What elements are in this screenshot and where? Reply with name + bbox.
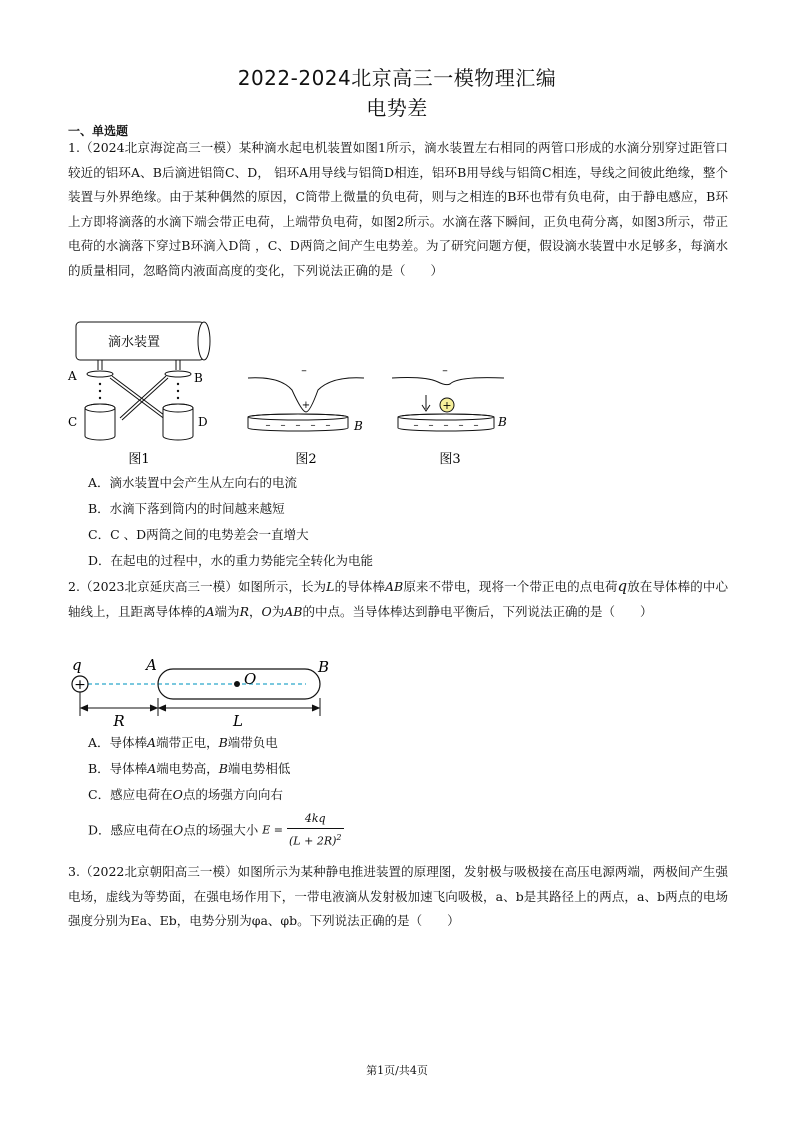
q1-option-d[interactable]: D．在起电的过程中，水的重力势能完全转化为电能 bbox=[88, 553, 374, 568]
page-footer: 第1页/共4页 bbox=[366, 1064, 428, 1077]
section-heading: 一、单选题 bbox=[68, 124, 129, 138]
figure-2-caption: 图2 bbox=[295, 452, 317, 467]
midpoint-label: O bbox=[244, 670, 257, 688]
ring-a bbox=[87, 371, 113, 377]
figure-2-ring-label: B bbox=[354, 419, 363, 433]
distance-r-label: R bbox=[113, 712, 125, 730]
figure-3-caption: 图3 bbox=[439, 452, 461, 467]
q1-option-a[interactable]: A．滴水装置中会产生从左向右的电流 bbox=[88, 475, 298, 490]
figure-q2 bbox=[66, 654, 346, 730]
question-1-text: 1.（2024北京海淀高三一模）某种滴水起电机装置如图1所示，滴水装置左右相同的两管口形成的水滴分别穿过距管口较近的铝环A、B后滴进铝筒C、D， 铝环A用导线与铝筒D相连，铝环B用导线与铝筒C相连，导线之间彼此绝缘，整个装置与外界绝缘。由于某种偶然的原因，C筒带上微量的负电荷，则与之相连的B环也带有负电荷，由于静电感应，B环上方即将滴落的水滴下端会带正电荷，上端带负电荷，如图2所示。水滴在落下瞬间，正负电荷分离，如图3所示，带正电荷的水滴落下穿过B环滴入D筒 ，C、D两筒之间产生电势差。为了研究问题方便，假设滴水装置中水足够多，每滴水的质量相同，忽略筒内液面高度的变化，下列说法正确的是（ ） bbox=[68, 140, 728, 278]
end-b-label: B bbox=[318, 658, 330, 676]
document-subtitle: 电势差 bbox=[366, 96, 428, 120]
figure-3-minus: – bbox=[442, 368, 448, 377]
figure-3 bbox=[388, 368, 518, 468]
figure-2-ring-charges: – – – – – bbox=[265, 420, 331, 431]
point-charge-sign: + bbox=[74, 677, 86, 693]
q2-option-a[interactable]: A．导体棒A端带正电，B端带负电 bbox=[88, 735, 278, 750]
q1-option-b[interactable]: B．水滴下落到筒内的时间越来越短 bbox=[88, 501, 285, 516]
midpoint-o bbox=[234, 681, 240, 687]
formula-fraction: $\frac{4kq}{(L + 2R)^2}$ bbox=[289, 812, 342, 848]
figure-3-ring-label: B bbox=[498, 415, 507, 429]
figure-3-ring-charges: – – – – – bbox=[413, 420, 479, 431]
question-2-text: 2.（2023北京延庆高三一模）如图所示，长为L的导体棒AB原来不带电，现将一个带正电的点电荷q放在导体棒的中心轴线上，且距离导体棒的A端为R，O为AB的中点。当导体棒达到静电平衡后，下列说法正确的是（ ） bbox=[68, 577, 728, 619]
figure-1 bbox=[64, 318, 214, 468]
end-a-label: A bbox=[146, 656, 157, 674]
device-label: 滴水装置 bbox=[107, 335, 161, 350]
figure-2-minus: – bbox=[301, 368, 307, 377]
formula-lhs: E = bbox=[262, 823, 284, 837]
question-3-text: 3.（2022北京朝阳高三一模）如图所示为某种静电推进装置的原理图，发射极与吸极接在高压电源两端，两极间产生强电场，虚线为等势面，在强电场作用下，一带电液滴从发射极加速飞向吸极，a、b是其路径上的两点，a、b两点的电场强度分别为Ea、Eb，电势分别为φa、φb。下列说法正确的是（ ） bbox=[68, 864, 728, 928]
q2-option-d[interactable]: D．感应电荷在O点的场强大小 E = $\frac{4kq}{(L + 2R)^2}$ bbox=[88, 810, 344, 851]
label-b: B bbox=[194, 371, 203, 385]
figure-2-plus: + bbox=[301, 400, 311, 411]
figure-2 bbox=[240, 368, 370, 468]
figure-3-plus: + bbox=[442, 399, 452, 412]
label-c: C bbox=[68, 415, 78, 429]
ring-b bbox=[165, 371, 191, 377]
length-l-label: L bbox=[233, 712, 243, 730]
charge-label: q bbox=[72, 656, 82, 674]
label-a: A bbox=[68, 369, 77, 383]
q2-option-c[interactable]: C．感应电荷在O点的场强方向向右 bbox=[88, 787, 283, 802]
label-d: D bbox=[198, 415, 208, 429]
q2-option-b[interactable]: B．导体棒A端电势高，B端电势相低 bbox=[88, 761, 291, 776]
figure-1-caption: 图1 bbox=[128, 452, 150, 467]
document-title: 2022-2024北京高三一模物理汇编 bbox=[237, 66, 557, 90]
q1-option-c[interactable]: C．C 、D两筒之间的电势差会一直增大 bbox=[88, 527, 309, 542]
